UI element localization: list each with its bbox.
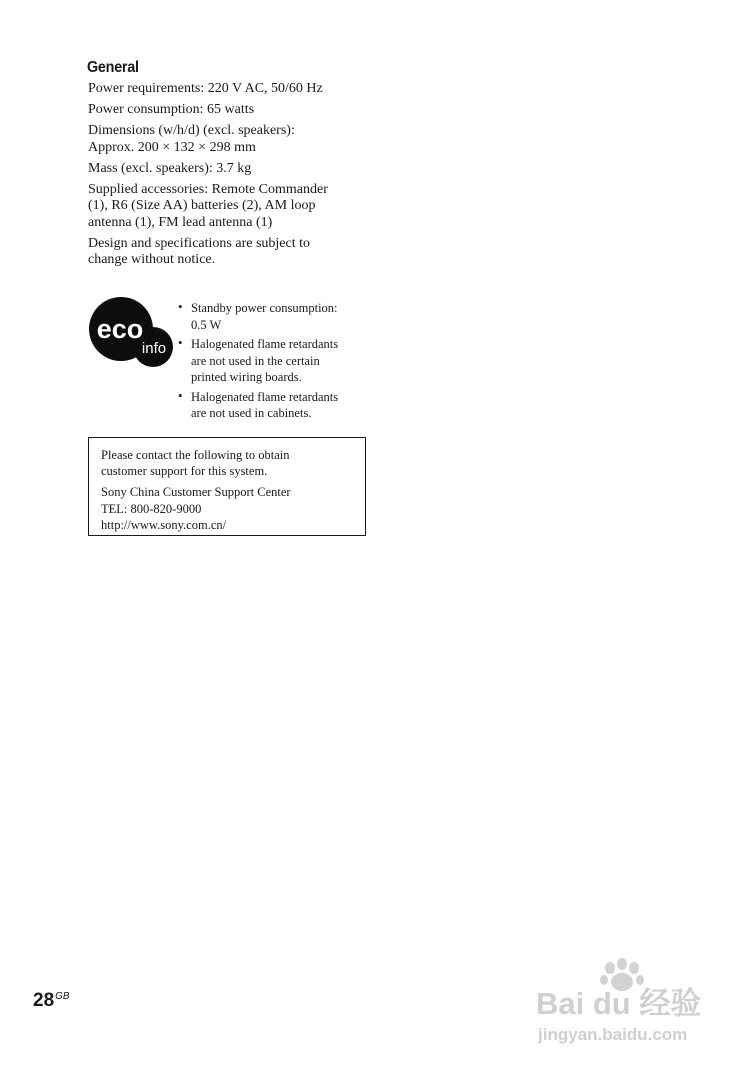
eco-note-item — [178, 389, 378, 422]
support-url: http://www.sony.com.cn/ — [101, 517, 227, 532]
eco-logo-word: eco — [96, 314, 144, 344]
spec-notice — [88, 236, 368, 269]
watermark-brand: Bai du 经验 — [536, 986, 702, 1021]
support-intro-line2: customer support for this system. — [101, 464, 268, 479]
section-heading: General — [87, 59, 139, 76]
spec-dimensions-line2: Approx. 200 × 132 × 298 mm — [88, 139, 256, 155]
bullet-icon: • — [178, 335, 183, 350]
spec-accessories-line1: Supplied accessories: Remote Commander — [88, 181, 328, 197]
eco-info-logo — [88, 296, 176, 372]
spec-power-requirements: Power requirements: 220 V AC, 50/60 Hz — [88, 81, 323, 96]
support-tel: TEL: 800-820-9000 — [101, 501, 202, 516]
page-number — [33, 990, 70, 1012]
eco-note-item — [178, 300, 378, 333]
spec-power-consumption: Power consumption: 65 watts — [88, 102, 255, 117]
baidu-jingyan-watermark — [530, 958, 715, 1053]
eco-note-line: are not used in the certain — [191, 353, 320, 368]
spec-dimensions-line1: Dimensions (w/h/d) (excl. speakers): — [88, 123, 295, 138]
support-intro — [101, 447, 353, 479]
eco-note-line: Halogenated flame retardants — [191, 337, 339, 351]
watermark-url: jingyan.baidu.com — [538, 1025, 688, 1044]
eco-notes-list — [178, 300, 378, 425]
support-intro-line1: Please contact the following to obtain — [101, 448, 290, 462]
spec-accessories-line3: antenna (1), FM lead antenna (1) — [88, 214, 273, 230]
support-center: Sony China Customer Support Center — [101, 485, 291, 500]
eco-note-line: are not used in cabinets. — [191, 406, 312, 420]
eco-logo-subword: info — [141, 340, 167, 357]
spec-accessories-line2: (1), R6 (Size AA) batteries (2), AM loop — [88, 198, 316, 213]
eco-note-line: Halogenated flame retardants — [191, 389, 339, 404]
eco-note-line: 0.5 W — [191, 317, 222, 332]
spec-accessories — [88, 182, 368, 232]
spec-mass: Mass (excl. speakers): 3.7 kg — [88, 160, 252, 176]
customer-support-box — [88, 437, 366, 536]
spec-dimensions — [88, 123, 368, 156]
page-number-suffix: GB — [55, 991, 70, 1002]
eco-note-item — [178, 336, 378, 386]
spec-notice-line2: change without notice. — [88, 252, 216, 267]
bullet-icon: • — [178, 387, 183, 403]
spec-notice-line1: Design and specifications are subject to — [88, 235, 310, 251]
eco-note-line: Standby power consumption: — [191, 301, 338, 315]
eco-note-line: printed wiring boards. — [191, 370, 302, 384]
specifications-list — [88, 81, 368, 273]
bullet-icon: • — [178, 299, 183, 314]
page-number-value: 28 — [33, 990, 55, 1011]
